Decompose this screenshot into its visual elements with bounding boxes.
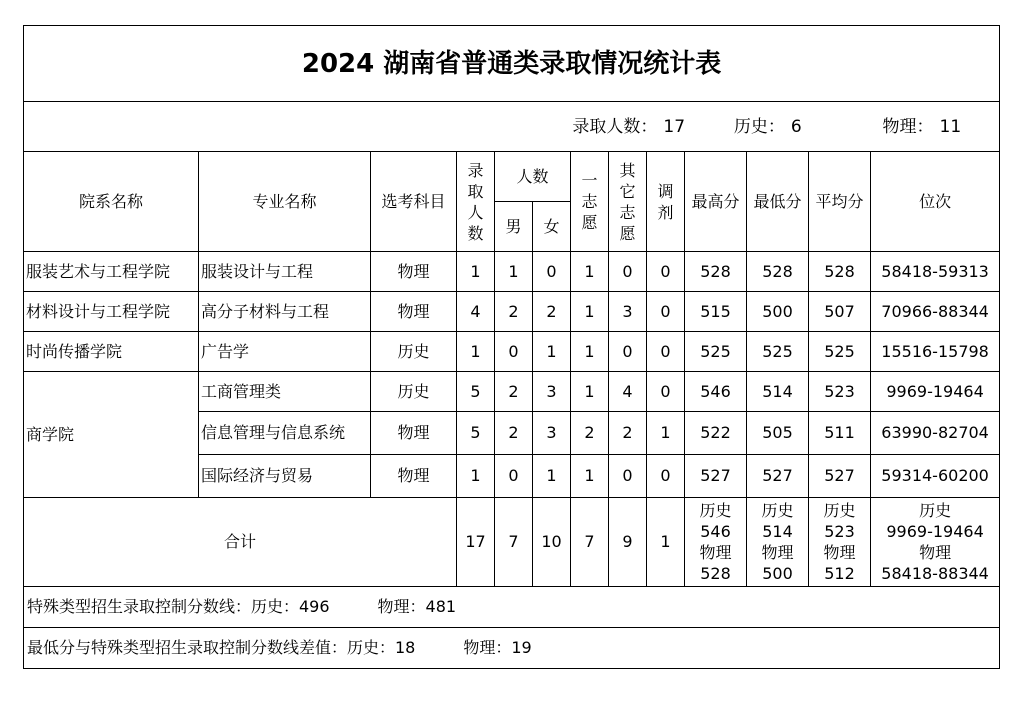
cell-adjust: 0 [647,292,685,332]
header-adjusted: 调剂 [647,152,685,252]
cell-subject: 物理 [371,292,457,332]
cell-male: 1 [495,252,533,292]
total-row [24,498,1000,587]
summary-physics-label: 物理： [882,116,934,137]
cell-subject: 物理 [371,252,457,292]
cell-admitted: 4 [457,292,495,332]
cell-major: 信息管理与信息系统 [199,412,371,455]
cell-other: 0 [609,455,647,498]
cell-other: 4 [609,372,647,412]
cell-male: 2 [495,292,533,332]
cell-min: 525 [747,332,809,372]
cell-female: 3 [533,372,571,412]
header-avg-score: 平均分 [809,152,871,252]
table-row [24,292,1000,332]
cell-adjust: 0 [647,252,685,292]
cell-min: 527 [747,455,809,498]
header-subject: 选考科目 [371,152,457,252]
cell-adjust: 0 [647,332,685,372]
header-first-choice: 一志愿 [571,152,609,252]
cell-other: 2 [609,412,647,455]
cell-rank: 59314-60200 [871,455,1000,498]
cell-min: 505 [747,412,809,455]
total-first: 7 [571,498,609,587]
total-other: 9 [609,498,647,587]
cell-admitted: 1 [457,252,495,292]
cell-major: 广告学 [199,332,371,372]
summary-total-label: 录取人数： [572,116,658,137]
header-other-choice: 其它志愿 [609,152,647,252]
cell-other: 0 [609,252,647,292]
total-avg: 历史 523 物理 512 [809,498,871,587]
cell-adjust: 0 [647,455,685,498]
total-female: 10 [533,498,571,587]
cell-major: 服装设计与工程 [199,252,371,292]
cell-first: 1 [571,332,609,372]
cell-college: 服装艺术与工程学院 [24,252,199,292]
total-label: 合计 [24,498,457,587]
total-adjust: 1 [647,498,685,587]
cell-min: 528 [747,252,809,292]
cell-first: 1 [571,455,609,498]
cell-max: 528 [685,252,747,292]
cell-rank: 58418-59313 [871,252,1000,292]
cell-female: 2 [533,292,571,332]
cell-other: 3 [609,292,647,332]
total-admitted: 17 [457,498,495,587]
summary-total-value: 17 [663,116,686,137]
summary-physics-value: 11 [939,116,962,137]
total-max: 历史 546 物理 528 [685,498,747,587]
table-row [24,372,1000,412]
total-min: 历史 514 物理 500 [747,498,809,587]
cell-college: 时尚传播学院 [24,332,199,372]
cell-max: 546 [685,372,747,412]
control-line-note: 特殊类型招生录取控制分数线：历史：496 物理：481 [24,587,1000,628]
cell-avg: 511 [809,412,871,455]
cell-max: 527 [685,455,747,498]
cell-subject: 物理 [371,412,457,455]
summary-history-value: 6 [790,116,802,137]
cell-male: 0 [495,332,533,372]
cell-adjust: 0 [647,372,685,412]
total-rank: 历史 9969-19464 物理 58418-88344 [871,498,1000,587]
difference-note: 最低分与特殊类型招生录取控制分数线差值：历史：18 物理：19 [24,628,1000,669]
admission-table [23,25,1000,669]
cell-first: 1 [571,372,609,412]
cell-min: 500 [747,292,809,332]
cell-first: 2 [571,412,609,455]
header-major: 专业名称 [199,152,371,252]
cell-major: 国际经济与贸易 [199,455,371,498]
cell-male: 2 [495,372,533,412]
cell-male: 0 [495,455,533,498]
cell-max: 525 [685,332,747,372]
cell-subject: 历史 [371,332,457,372]
cell-rank: 15516-15798 [871,332,1000,372]
header-rank: 位次 [871,152,1000,252]
cell-college: 商学院 [24,372,199,498]
cell-avg: 528 [809,252,871,292]
header-male: 男 [495,202,533,252]
cell-max: 522 [685,412,747,455]
header-people: 人数 [495,152,571,202]
cell-adjust: 1 [647,412,685,455]
cell-admitted: 1 [457,455,495,498]
cell-female: 1 [533,332,571,372]
cell-admitted: 5 [457,412,495,455]
cell-avg: 507 [809,292,871,332]
cell-female: 0 [533,252,571,292]
cell-rank: 9969-19464 [871,372,1000,412]
cell-rank: 70966-88344 [871,292,1000,332]
table-row [24,332,1000,372]
cell-first: 1 [571,252,609,292]
table-title: 2024 湖南省普通类录取情况统计表 [24,26,1000,102]
header-min-score: 最低分 [747,152,809,252]
cell-rank: 63990-82704 [871,412,1000,455]
cell-first: 1 [571,292,609,332]
header-college: 院系名称 [24,152,199,252]
summary-history-label: 历史： [733,116,785,137]
cell-subject: 历史 [371,372,457,412]
cell-avg: 525 [809,332,871,372]
cell-major: 工商管理类 [199,372,371,412]
cell-avg: 523 [809,372,871,412]
cell-min: 514 [747,372,809,412]
cell-male: 2 [495,412,533,455]
cell-other: 0 [609,332,647,372]
admission-summary [24,102,1000,152]
cell-female: 1 [533,455,571,498]
cell-female: 3 [533,412,571,455]
cell-major: 高分子材料与工程 [199,292,371,332]
cell-admitted: 5 [457,372,495,412]
header-female: 女 [533,202,571,252]
cell-max: 515 [685,292,747,332]
header-admitted: 录取人数 [457,152,495,252]
cell-college: 材料设计与工程学院 [24,292,199,332]
cell-admitted: 1 [457,332,495,372]
table-row [24,252,1000,292]
header-max-score: 最高分 [685,152,747,252]
total-male: 7 [495,498,533,587]
cell-avg: 527 [809,455,871,498]
cell-subject: 物理 [371,455,457,498]
